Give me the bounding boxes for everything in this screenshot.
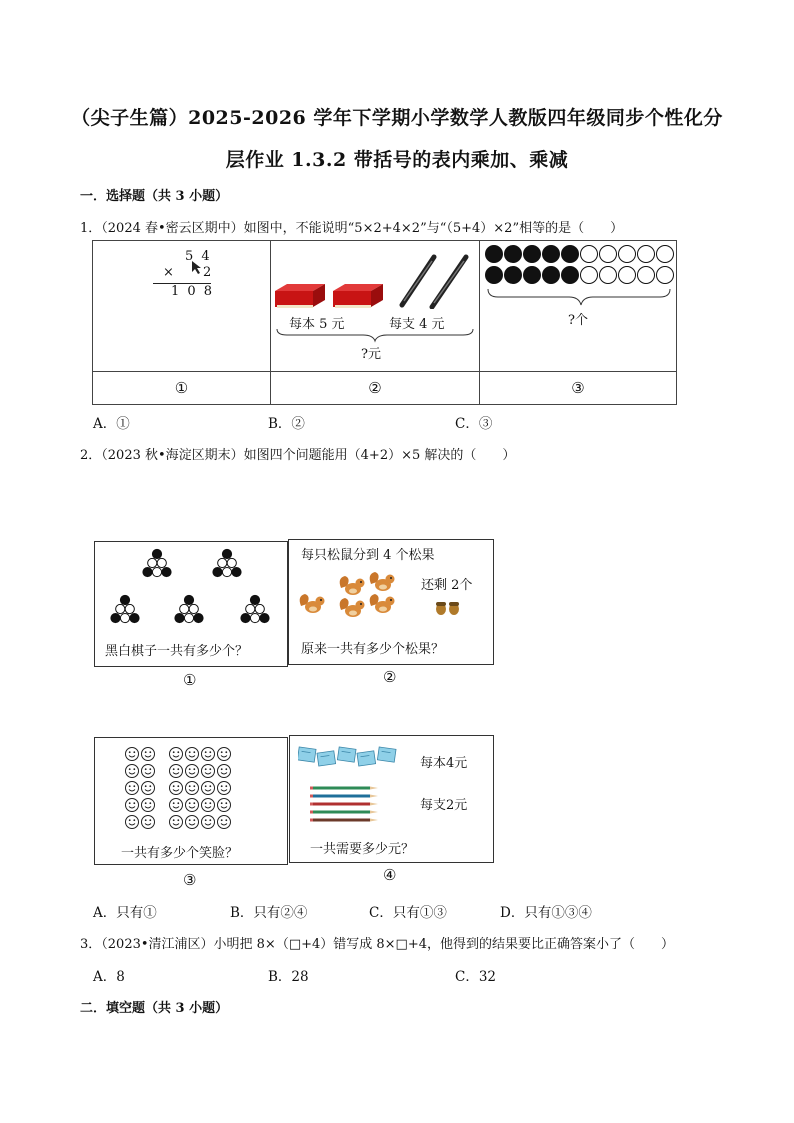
squirrel-icon [340,576,365,595]
title-line-1: （尖子生篇）2025-2026 学年下学期小学数学人教版四年级同步个性化分 [71,107,723,129]
q3-stem: 3．（2023•清江浦区）小明把 8×（□+4）错写成 8×□+4，他得到的结果要比正确答案小了（ ） [80,937,675,952]
q2-option-a[interactable]: A．只有① [93,905,157,921]
books-icon [273,281,385,313]
smiley-face-icon [126,748,139,761]
q1-stem: 1．（2024 春•密云区期中）如图中，不能说明“5×2+4×2”与“（5+4）×2”相等的是（ ） [80,221,624,236]
smiley-face-icon [202,799,215,812]
black-piece [213,567,222,576]
black-dot [543,246,560,263]
smiley-face-icon [170,765,183,778]
smiley-face-icon [202,782,215,795]
q1-option-a[interactable]: A．① [93,416,130,432]
white-dot [581,246,598,263]
white-piece [157,558,166,567]
section-fill-heading: 二．填空题（共 3 小题） [80,1001,229,1016]
pencil-icon [310,795,378,798]
q2-panel-2 [288,539,494,665]
smiley-face-icon [218,765,231,778]
black-piece [130,613,139,622]
cursor-arrow-icon [189,259,205,275]
white-dot [657,246,674,263]
notebook-icon [357,751,376,766]
p2-title: 每只松鼠分到 4 个松果 [301,548,435,563]
q2-panel-4 [289,735,494,863]
black-piece [162,567,171,576]
q2-panel-1 [94,541,288,667]
black-piece [111,613,120,622]
black-dot [505,267,522,284]
q3-option-b[interactable]: B．28 [268,969,309,985]
squirrel-icon [370,594,395,613]
black-dot [562,267,579,284]
squirrels-icon [295,570,405,622]
white-dot [619,267,636,284]
smiley-face-icon [186,799,199,812]
notebooks-icon [298,746,408,776]
white-dot [581,267,598,284]
q2-label-3: ③ [183,871,197,889]
smiley-face-icon [186,782,199,795]
q1-option-b[interactable]: B．② [268,416,305,432]
q1-option-c[interactable]: C．③ [455,416,493,432]
smiley-face-icon [186,765,199,778]
squirrel-icon [300,594,325,613]
calc-result: 1 0 8 [171,284,215,299]
smiley-face-icon [142,748,155,761]
smiley-face-icon [202,748,215,761]
q2-label-1: ① [183,671,197,689]
black-piece [120,595,129,604]
smiley-face-icon [142,782,155,795]
smiley-face-icon [126,816,139,829]
white-dot [638,246,655,263]
black-piece [260,613,269,622]
q3-option-c[interactable]: C．32 [455,969,497,985]
white-piece [255,604,264,613]
black-dot [562,246,579,263]
calc-mult: 2 [203,265,212,280]
acorns-icon [433,598,463,616]
dots-grid [482,243,674,289]
p4-pen-price: 每支2元 [420,798,468,813]
q2-option-c[interactable]: C．只有①③ [369,905,447,921]
notebook-icon [377,747,396,762]
squirrel-icon [340,598,365,617]
white-piece [125,604,134,613]
white-piece [148,558,157,567]
black-dot [524,267,541,284]
calc-op: × [163,265,174,280]
books-price-label: 每本 5 元 [289,317,345,332]
smiley-face-icon [142,816,155,829]
p2-question: 原来一共有多少个松果？ [301,642,445,657]
black-dot [524,246,541,263]
p3-question: 一共有多少个笑脸？ [121,846,239,861]
white-piece [189,604,198,613]
q1-cell-calc [93,241,271,372]
white-piece [184,613,193,622]
white-dot [657,267,674,284]
white-dot [600,246,617,263]
smiley-face-icon [202,765,215,778]
cost-brace [275,327,475,343]
p2-remain: 还剩 2个 [421,578,473,593]
q2-option-d[interactable]: D．只有①③④ [500,905,592,921]
p4-question: 一共需要多少元？ [310,842,415,857]
black-dot [505,246,522,263]
q1-cell-books-pens [271,241,480,372]
q2-option-b[interactable]: B．只有②④ [230,905,308,921]
black-piece [184,595,193,604]
pencil-icon [310,819,378,822]
black-piece [143,567,152,576]
white-dot [619,246,636,263]
black-dot [543,267,560,284]
cost-label: ?元 [361,347,381,362]
black-piece [175,613,184,622]
pens-icon [396,251,476,309]
smiley-face-icon [186,748,199,761]
white-piece [218,558,227,567]
smiley-face-icon [202,816,215,829]
white-piece [180,604,189,613]
white-piece [246,604,255,613]
pencil-icon [310,787,378,790]
smiley-face-icon [126,765,139,778]
smiley-face-icon [218,748,231,761]
smiley-face-icon [142,799,155,812]
black-piece [194,613,203,622]
white-piece [116,604,125,613]
smiley-face-icon [126,782,139,795]
smiley-face-icon [218,816,231,829]
q1-cell-dots [480,241,677,372]
q3-option-a[interactable]: A．8 [93,969,125,985]
white-dot [600,267,617,284]
title-line-2: 层作业 1.3.2 带括号的表内乘加、乘减 [225,149,569,171]
notebook-icon [298,747,316,762]
notebook-icon [317,751,336,766]
q1-label-2: ② [271,372,480,405]
white-piece [120,613,129,622]
squirrel-icon [370,572,395,591]
smiley-face-icon [218,799,231,812]
white-piece [227,558,236,567]
black-piece [152,549,161,558]
white-piece [222,567,231,576]
smiley-face-icon [170,782,183,795]
white-dot [638,267,655,284]
pencil-icon [310,803,378,806]
q1-label-1: ① [93,372,271,405]
dots-brace [486,287,672,307]
smiley-face-icon [142,765,155,778]
black-piece [232,567,241,576]
chess-pieces [95,542,287,632]
q2-stem: 2．（2023 秋•海淀区期末）如图四个问题能用（4+2）×5 解决的（ ） [80,448,516,463]
white-piece [250,613,259,622]
smiley-face-icon [186,816,199,829]
q2-label-4: ④ [383,866,397,884]
p4-book-price: 每本4元 [420,756,468,771]
black-dot [486,246,503,263]
white-piece [152,567,161,576]
smiley-face-icon [126,799,139,812]
black-dot [486,267,503,284]
pencils-icon [310,784,382,828]
black-piece [222,549,231,558]
calc-top: 5 4 [185,249,212,264]
dots-count-label: ?个 [568,313,588,328]
smiley-faces [125,746,245,836]
q2-panel-3 [94,737,288,865]
smiley-face-icon [170,816,183,829]
smiley-face-icon [170,799,183,812]
q1-figure-table [92,240,677,405]
pens-price-label: 每支 4 元 [389,317,445,332]
q1-label-3: ③ [480,372,677,405]
notebook-icon [337,747,356,762]
smiley-face-icon [218,782,231,795]
pencil-icon [310,811,378,814]
black-piece [241,613,250,622]
black-piece [250,595,259,604]
q2-label-2: ② [383,668,397,686]
smiley-face-icon [170,748,183,761]
p1-question: 黑白棋子一共有多少个？ [105,644,249,659]
section-choice-heading: 一．选择题（共 3 小题） [80,189,229,204]
